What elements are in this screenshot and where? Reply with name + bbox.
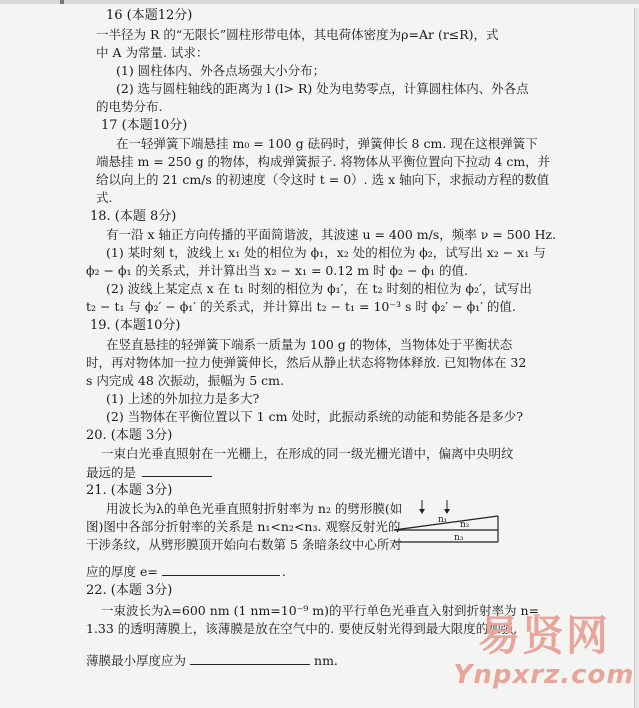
watermark-title: 易贤网 xyxy=(477,611,610,660)
problem-16-line: (2) 选与圆柱轴线的距离为 l (l> R) 处为电势零点，计算圆柱体内、外各点 xyxy=(116,81,529,96)
problem-19-line: 在竖直悬挂的轻弹簧下端系一质量为 100 g 的物体，当物体处于平衡状态 xyxy=(106,337,513,352)
problem-18-header: 18. (本题 8分) xyxy=(90,209,177,224)
answer-blank-22 xyxy=(190,652,310,665)
problem-17-header: 17 (本题10分) xyxy=(101,118,188,133)
problem-22-header: 22. (本题 3分) xyxy=(86,583,173,598)
problem-18-line: ϕ₂ − ϕ₁ 的关系式，并计算出当 x₂ − x₁ = 0.12 m 时 ϕ₂ − ϕ₁ 的值. xyxy=(86,263,468,278)
problem-16-header: 16 (本题12分) xyxy=(106,8,193,23)
problem-20-prompt: 最远的是 xyxy=(86,465,137,480)
problem-19-line: 时，再对物体加一拉力使弹簧伸长，然后从静止状态将物体释放. 已知物体在 32 xyxy=(86,355,527,370)
problem-16-line: (1) 圆柱体内、外各点场强大小分布； xyxy=(116,63,326,78)
problem-22-unit: nm. xyxy=(314,653,338,668)
problem-22-line: 1.33 的透明薄膜上，该薄膜是放在空气中的. 要使反射光得到最大限度的加强, xyxy=(86,621,518,636)
problem-16-line: 中 A 为常量. 试求： xyxy=(96,45,209,60)
problem-21-header: 21. (本题 3分) xyxy=(86,483,173,498)
n2-label: n₂ xyxy=(460,520,470,530)
answer-blank-21 xyxy=(162,563,280,576)
n1-label: n₁ xyxy=(438,515,448,525)
wedge-film-figure xyxy=(392,498,502,548)
problem-19-line: (1) 上述的外加拉力是多大? xyxy=(106,391,260,406)
watermark-logo xyxy=(452,612,636,704)
problem-21-line: 干涉条纹，从劈形膜顶开始向右数第 5 条暗条纹中心所对 xyxy=(86,537,402,552)
problem-16-line: 一半径为 R 的“无限长”圆柱形带电体，其电荷体密度为ρ=Ar (r≤R)，式 xyxy=(96,27,499,42)
arrow-head-1 xyxy=(419,509,425,514)
problem-22-line: 一束波长为λ=600 nm (1 nm=10⁻⁹ m)的平行单色光垂直入射到折射率为 n= xyxy=(101,603,540,618)
problem-19-line: s 内完成 48 次振动，振幅为 5 cm. xyxy=(86,373,284,388)
problem-18-line: (1) 某时刻 t，波线上 x₁ 处的相位为 ϕ₁，x₂ 处的相位为 ϕ₂，试写出 x₂ − x₁ 与 xyxy=(106,245,546,260)
problem-19-header: 19. (本题10分) xyxy=(90,318,181,333)
problem-17-line: 式. xyxy=(96,190,113,205)
problem-19-line: (2) 当物体在平衡位置以下 1 cm 处时，此振动系统的动能和势能各是多少? xyxy=(106,409,524,424)
watermark-url: Ynpxrz.com xyxy=(453,660,635,690)
problem-20-line xyxy=(86,464,212,481)
problem-20-header: 20. (本题 3分) xyxy=(86,428,173,443)
problem-17-line: 在一轻弹簧下端悬挂 m₀ = 100 g 砝码时，弹簧伸长 8 cm. 现在这根弹簧下 xyxy=(116,136,538,151)
problem-21-line: 用波长为λ的单色光垂直照射折射率为 n₂ 的劈形膜(如 xyxy=(106,501,403,516)
n3-label: n₃ xyxy=(454,533,464,543)
problem-20-line: 一束白光垂直照射在一光栅上，在形成的同一级光栅光谱中，偏离中央明纹 xyxy=(101,446,514,461)
problem-22-prompt: 薄膜最小厚度应为 xyxy=(86,653,187,668)
problem-21-line xyxy=(86,563,286,580)
answer-blank-20 xyxy=(142,464,212,477)
problem-18-line: (2) 波线上某定点 x 在 t₁ 时刻的相位为 ϕ₁′，在 t₂ 时刻的相位为 ϕ₂′，试写出 xyxy=(106,281,532,296)
top-border xyxy=(0,0,639,4)
period: . xyxy=(281,564,286,579)
top-marker xyxy=(60,0,64,4)
problem-22-line xyxy=(86,652,338,669)
problem-16-line: 的电势分布. xyxy=(96,99,163,114)
problem-17-line: 端悬挂 m = 250 g 的物体，构成弹簧振子. 将物体从平衡位置向下拉动 4 cm，并 xyxy=(96,154,551,169)
problem-18-line: t₂ − t₁ 与 ϕ₂′ − ϕ₁′ 的关系式，并计算出 t₂ − t₁ = 10⁻³ s 时 ϕ₂′ − ϕ₁′ 的值. xyxy=(86,299,516,314)
arrow-head-2 xyxy=(444,509,450,514)
problem-21-prompt: 应的厚度 e= xyxy=(86,564,158,579)
problem-21-line: 图)图中各部分折射率的关系是 n₁<n₂<n₃. 观察反射光的 xyxy=(86,519,401,534)
right-scroll-edge xyxy=(634,8,639,708)
problem-18-line: 有一沿 x 轴正方向传播的平面简谐波，其波速 u = 400 m/s，频率 ν = 500 Hz. xyxy=(106,227,557,242)
problem-17-line: 给以向上的 21 cm/s 的初速度（令这时 t = 0）. 选 x 轴向下，求振动方程的数值 xyxy=(96,172,550,187)
